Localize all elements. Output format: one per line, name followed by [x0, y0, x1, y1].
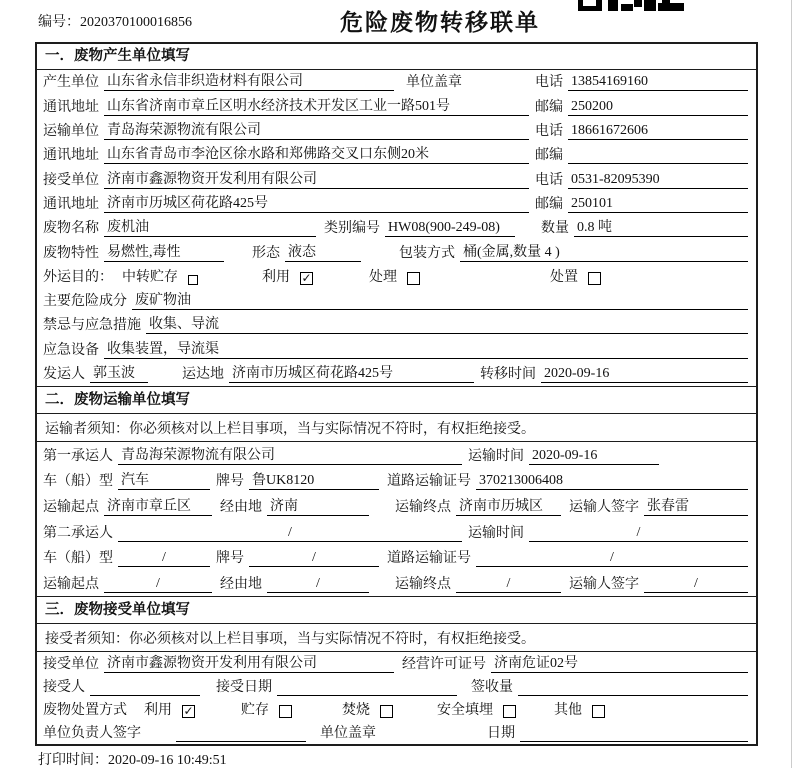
disposal-store-label: 贮存: [241, 703, 269, 718]
checkbox-icon: [380, 705, 393, 718]
producer-postcode-value: 250200: [568, 99, 748, 116]
disposal-landfill-label: 安全填埋: [437, 703, 493, 718]
receiver-phone-value: 0531-82095390: [568, 172, 748, 189]
first-carrier-time-value: 2020-09-16: [529, 448, 659, 465]
company-seal-label: 单位盖章: [406, 75, 462, 91]
second-carrier-value: /: [118, 525, 462, 542]
first-carrier-plate-value: 鲁UK8120: [249, 469, 379, 490]
taboo-measures-value: 收集、导流: [146, 313, 748, 334]
transporter-address-value: 山东省青岛市李沧区徐水路和郑佛路交叉口东侧20米: [104, 143, 529, 164]
purpose-treat-label: 处理: [369, 269, 397, 285]
date-label: 日期: [487, 726, 515, 741]
disposal-burn-label: 焚烧: [342, 703, 370, 718]
checkbox-icon: [300, 272, 313, 285]
quantity-label: 数量: [541, 221, 569, 237]
vehicle-type-label: 车（船）型: [43, 474, 113, 490]
taboo-measures-label: 禁忌与应急措施: [43, 318, 141, 334]
carrier2-vehicle-row: [37, 545, 756, 571]
signed-quantity-label: 签收量: [471, 680, 513, 695]
disposal-method-label: 废物处置方式: [43, 703, 127, 718]
serial-label: 编号：: [38, 15, 80, 30]
transporter-unit-label: 运输单位: [43, 123, 99, 139]
checkbox-icon: [588, 272, 601, 285]
purpose-dispose-option: [550, 266, 601, 286]
carrier-signature-label: 运输人签字: [569, 500, 639, 516]
checkbox-icon: [188, 275, 198, 285]
destination-value: 济南市历城区荷花路425号: [229, 362, 474, 383]
producer-row: [37, 70, 756, 94]
carrier2-row: [37, 519, 756, 545]
second-carrier-label: 第二承运人: [43, 525, 113, 541]
waste-name-row: [37, 216, 756, 240]
plate-number-label: 牌号: [216, 474, 244, 490]
equipment-row: [37, 337, 756, 361]
section-2-body: [37, 442, 756, 596]
receiver-unit-label: 接受单位: [43, 172, 99, 188]
disposal-use-label: 利用: [144, 703, 172, 718]
license-number-value: 济南危证02号: [491, 652, 748, 673]
receiver-row: [37, 167, 756, 191]
packing-label: 包装方式: [399, 245, 455, 261]
road-permit-label: 道路运输证号: [387, 551, 471, 567]
disposal-store-option: [241, 699, 292, 719]
carrier1-row: [37, 442, 756, 468]
transporter-notice: 运输者须知：你必须核对以上栏目事项，当与实际情况不符时，有权拒绝接受。: [37, 414, 756, 442]
producer-address-value: 山东省济南市章丘区明水经济技术开发区工业一路501号: [104, 95, 529, 116]
transporter-address-row: [37, 143, 756, 167]
receiver-unit-value: 济南市鑫源物资开发利用有限公司: [104, 168, 529, 189]
print-time: [38, 749, 227, 768]
date-value: [520, 725, 748, 742]
origin-label: 运输起点: [43, 577, 99, 593]
transporter-row: [37, 119, 756, 143]
purpose-transfer-label: 中转贮存: [122, 269, 178, 285]
postcode-label: 邮编: [535, 148, 563, 164]
vehicle-type-label: 车（船）型: [43, 551, 113, 567]
transfer-time-value: 2020-09-16: [541, 366, 748, 383]
packing-value: 桶(金属,数量 4 ): [460, 241, 748, 262]
second-carrier-vehicle-value: /: [118, 550, 210, 567]
quantity-value: 0.8 吨: [574, 216, 748, 237]
receiver-address-row: [37, 192, 756, 216]
page-title: 危险废物转移联单: [340, 9, 540, 35]
acceptor-label: 接受人: [43, 680, 85, 695]
carrier-signature-label: 运输人签字: [569, 577, 639, 593]
hazard-component-label: 主要危险成分: [43, 294, 127, 310]
mailing-address-label: 通讯地址: [43, 148, 99, 164]
postcode-label: 邮编: [535, 196, 563, 212]
first-carrier-via-value: 济南: [267, 495, 369, 516]
print-time-value: 2020-09-16 10:49:51: [108, 753, 227, 768]
checkmark: ✓: [183, 704, 194, 718]
second-carrier-signature-value: /: [644, 576, 748, 593]
checkbox-icon: [503, 705, 516, 718]
carrier1-route-row: [37, 493, 756, 519]
transporter-postcode-value: [568, 147, 748, 164]
unit-seal-label: 单位盖章: [320, 726, 376, 741]
purpose-label: 外运目的：: [43, 269, 113, 285]
first-carrier-signature-value: 张春雷: [644, 495, 748, 516]
disposal-method-row: [37, 699, 756, 722]
via-label: 经由地: [220, 577, 262, 593]
checkbox-icon: [407, 272, 420, 285]
consignor-label: 发运人: [43, 367, 85, 383]
transport-time-label: 运输时间: [468, 525, 524, 541]
producer-phone-value: 13854169160: [568, 74, 748, 91]
waste-name-label: 废物名称: [43, 221, 99, 237]
section-1-body: [37, 70, 756, 386]
accept-unit-value: 济南市鑫源物资开发利用有限公司: [104, 652, 394, 673]
first-carrier-end-value: 济南市历城区: [456, 495, 561, 516]
transfer-form-table: [35, 42, 758, 746]
transporter-unit-value: 青岛海荣源物流有限公司: [104, 119, 529, 140]
section-3-header: 三．废物接受单位填写: [37, 596, 756, 624]
disposal-landfill-option: [437, 699, 516, 719]
purpose-use-label: 利用: [262, 269, 290, 285]
disposal-burn-option: [342, 699, 393, 719]
waste-name-value: 废机油: [104, 216, 316, 237]
manager-signature-row: [37, 722, 756, 745]
acceptor-value: [90, 679, 200, 696]
physical-form-label: 形态: [252, 245, 280, 261]
category-code-value: HW08(900-249-08): [385, 220, 515, 237]
transporter-phone-value: 18661672606: [568, 123, 748, 140]
waste-property-row: [37, 240, 756, 264]
second-carrier-permit-value: /: [476, 550, 748, 567]
first-carrier-value: 青岛海荣源物流有限公司: [118, 444, 462, 465]
print-time-label: 打印时间：: [38, 753, 108, 768]
via-label: 经由地: [220, 500, 262, 516]
phone-label: 电话: [535, 75, 563, 91]
purpose-treat-option: [369, 266, 420, 286]
receiver-notice: 接受者须知：你必须核对以上栏目事项，当与实际情况不符时，有权拒绝接受。: [37, 624, 756, 652]
first-carrier-vehicle-value: 汽车: [118, 469, 210, 490]
page-edge-line: [791, 0, 792, 768]
purpose-row: [37, 265, 756, 289]
checkmark: ✓: [301, 270, 312, 285]
disposal-other-option: [554, 699, 605, 719]
producer-unit-value: 山东省永信非织造材料有限公司: [104, 70, 394, 91]
consignor-value: 郭玉波: [90, 362, 148, 383]
serial-value: 2020370100016856: [80, 15, 192, 30]
plate-number-label: 牌号: [216, 551, 244, 567]
hazard-component-value: 废矿物油: [132, 289, 748, 310]
hazard-row: [37, 289, 756, 313]
manager-signature-label: 单位负责人签字: [43, 726, 141, 741]
end-label: 运输终点: [395, 577, 451, 593]
physical-form-value: 液态: [285, 241, 361, 262]
qr-code-cropped-icon: [578, 0, 684, 11]
second-carrier-time-value: /: [529, 525, 748, 542]
purpose-use-option: [262, 266, 313, 286]
section-1-header: 一．废物产生单位填写: [37, 44, 756, 70]
waste-property-value: 易燃性,毒性: [104, 241, 224, 262]
disposal-use-option: [144, 699, 195, 719]
second-carrier-via-value: /: [267, 576, 369, 593]
transport-time-label: 运输时间: [468, 448, 524, 464]
consignor-row: [37, 362, 756, 386]
signed-quantity-value: [518, 679, 748, 696]
manager-signature-value: [176, 725, 306, 742]
disposal-other-label: 其他: [554, 703, 582, 718]
receiver-address-value: 济南市历城区荷花路425号: [104, 192, 529, 213]
category-code-label: 类别编号: [324, 221, 380, 237]
purpose-dispose-label: 处置: [550, 269, 578, 285]
emergency-equipment-value: 收集装置，导流渠: [104, 338, 748, 359]
section-2-header: 二．废物运输单位填写: [37, 386, 756, 414]
carrier2-route-row: [37, 570, 756, 596]
taboo-row: [37, 313, 756, 337]
first-carrier-permit-value: 370213006408: [476, 473, 748, 490]
waste-property-label: 废物特性: [43, 245, 99, 261]
destination-label: 运达地: [182, 367, 224, 383]
section-3-body: [37, 652, 756, 745]
checkbox-icon: [592, 705, 605, 718]
accept-date-label: 接受日期: [216, 680, 272, 695]
checkbox-icon: [182, 705, 195, 718]
first-carrier-origin-value: 济南市章丘区: [104, 495, 212, 516]
second-carrier-plate-value: /: [249, 550, 379, 567]
accept-unit-row: [37, 652, 756, 676]
carrier1-vehicle-row: [37, 468, 756, 494]
accept-date-value: [277, 679, 457, 696]
emergency-equipment-label: 应急设备: [43, 342, 99, 358]
end-label: 运输终点: [395, 500, 451, 516]
accept-unit-label: 接受单位: [43, 657, 99, 672]
postcode-label: 邮编: [535, 99, 563, 115]
origin-label: 运输起点: [43, 500, 99, 516]
producer-address-row: [37, 94, 756, 118]
receiver-postcode-value: 250101: [568, 196, 748, 213]
mailing-address-label: 通讯地址: [43, 99, 99, 115]
transfer-time-label: 转移时间: [480, 367, 536, 383]
checkbox-icon: [279, 705, 292, 718]
phone-label: 电话: [535, 123, 563, 139]
first-carrier-label: 第一承运人: [43, 448, 113, 464]
purpose-transfer-option: [122, 266, 198, 286]
producer-unit-label: 产生单位: [43, 75, 99, 91]
second-carrier-end-value: /: [456, 576, 561, 593]
mailing-address-label: 通讯地址: [43, 196, 99, 212]
license-number-label: 经营许可证号: [402, 657, 486, 672]
road-permit-label: 道路运输证号: [387, 474, 471, 490]
phone-label: 电话: [535, 172, 563, 188]
acceptor-row: [37, 676, 756, 699]
second-carrier-origin-value: /: [104, 576, 212, 593]
